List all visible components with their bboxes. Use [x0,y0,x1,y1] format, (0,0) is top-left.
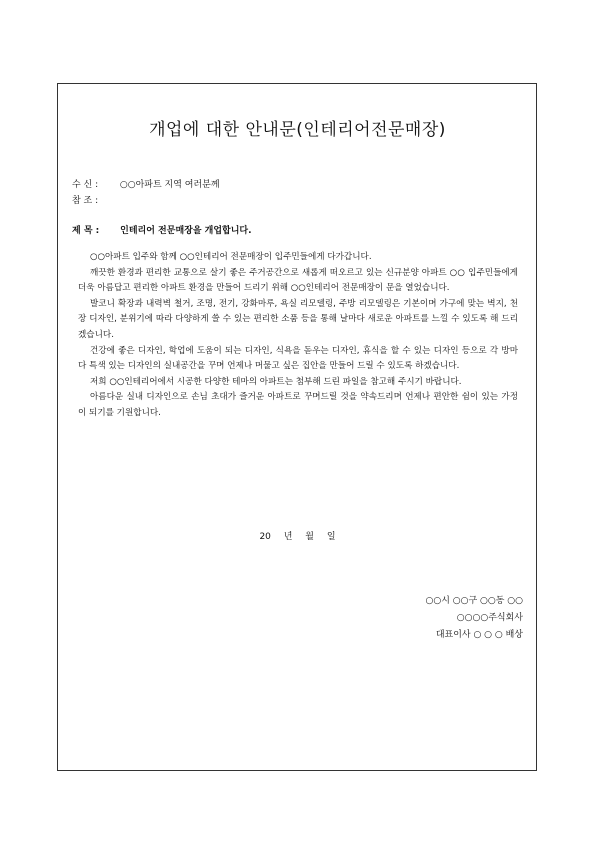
subject-label: 제 목 : [72,226,100,236]
body-paragraph: 건강에 좋은 디자인, 학업에 도움이 되는 디자인, 식욕을 돋우는 디자인, 휴식을 할 수 있는 디자인 등으로 각 방마다 특색 있는 디자인의 실내공간을 꾸며 언제나 머물고 싶은 집안을 만들어 드릴 수 있도록 하겠습니다. [78,345,518,372]
recipient-label: 수 신 : [72,180,99,190]
subject-line [72,223,252,236]
recipient-value: ○○아파트 지역 여러분께 [119,180,220,190]
document-date: 20 년 월 일 [259,532,336,542]
subject-value: 인테리어 전문매장을 개업합니다. [120,226,252,236]
document-body [78,250,518,422]
body-paragraph: 아름다운 실내 디자인으로 손님 초대가 즐거운 아파트로 꾸며드릴 것을 약속드리며 언제나 편안한 쉼이 있는 가정이 되기를 기원합니다. [78,392,518,418]
recipient-line [72,177,220,190]
body-paragraph: 깨끗한 환경과 편리한 교통으로 살기 좋은 주거공간으로 새롭게 떠오르고 있는 신규분양 아파트 ○○ 입주민들에게 더욱 아름답고 편리한 아파트 환경을 만들어 드리기 위해 ○○인테리어 전문매장이 문을 열었습니다. [78,267,518,294]
sender-company: ○○○○주식회사 [456,613,523,623]
sender-address: ○○시 ○○구 ○○동 ○○ [425,596,523,606]
body-paragraph: ○○아파트 입주와 함께 ○○인테리어 전문매장이 입주민들에게 다가갑니다. [90,252,372,262]
body-paragraph: 저희 ○○인테리어에서 시공한 다양한 테마의 아파트는 첨부해 드린 파일을 참고해 주시기 바랍니다. [90,376,462,387]
reference-label: 참 조 : [72,196,99,206]
document-title: 개업에 대한 안내문(인테리어전문매장) [149,120,446,140]
body-paragraph: 발코니 확장과 내력벽 철거, 조명, 전기, 강화마루, 욕실 리모델링, 주방 리모델링은 기본이며 가구에 맞는 벽지, 천장 디자인, 분위기에 따라 다양하게 쓸 수 있는 편리한 소품 등을 통해 날마다 새로운 아파트를 느낄 수 있도록 해 드리겠습니다. [78,298,518,340]
sender-signature: 대표이사 ○ ○ ○ 배상 [435,630,523,640]
reference-line [72,193,117,206]
